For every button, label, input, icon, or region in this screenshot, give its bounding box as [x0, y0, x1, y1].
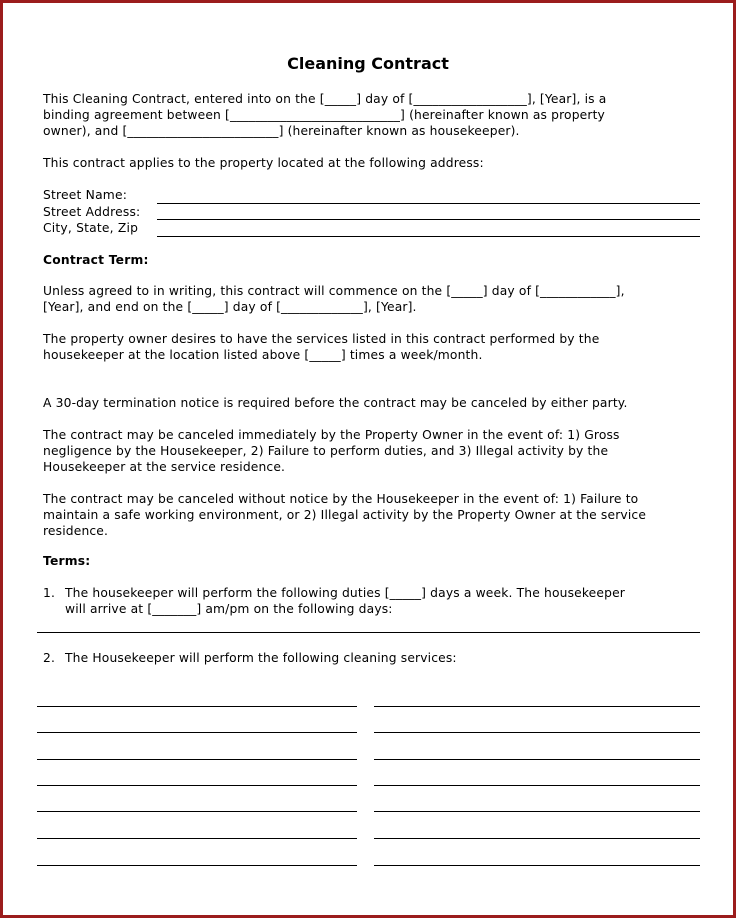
service-line-right[interactable]: [374, 865, 700, 866]
service-line-right[interactable]: [374, 759, 700, 760]
termination-paragraph: [43, 395, 703, 411]
service-line-left[interactable]: [37, 759, 357, 760]
keeper-cancel-line: maintain a safe working environment, or 2) Illegal activity by the Property Owner at the service: [43, 508, 647, 522]
term1-line: will arrive at [_______] am/pm on the following days:: [65, 602, 393, 616]
service-line-left[interactable]: [37, 811, 357, 812]
owner-cancel-line: The contract may be canceled immediately by the Property Owner in the event of: 1) Gross: [43, 428, 620, 442]
intro-line: This Cleaning Contract, entered into on the [_____] day of [__________________], [Year], is a: [43, 92, 607, 106]
term-line: Unless agreed to in writing, this contract will commence on the [_____] day of [____________],: [43, 284, 625, 298]
document-title: Cleaning Contract: [287, 54, 449, 73]
service-line-right[interactable]: [374, 785, 700, 786]
intro-line: owner), and [________________________] (hereinafter known as housekeeper).: [43, 124, 520, 138]
termination-line: A 30-day termination notice is required before the contract may be canceled by either party.: [43, 396, 628, 410]
address-intro: [43, 155, 703, 171]
term1-number: 1.: [43, 586, 56, 600]
city-state-zip-line[interactable]: [157, 236, 700, 237]
owner-cancel-line: Housekeeper at the service residence.: [43, 460, 286, 474]
keeper-cancel-paragraph: [43, 491, 703, 539]
street-name-label: Street Name:: [43, 188, 128, 202]
services-paragraph: [43, 331, 703, 363]
term2-text: The Housekeeper will perform the following cleaning services:: [65, 651, 457, 665]
service-line-right[interactable]: [374, 838, 700, 839]
contract-term-heading: Contract Term:: [43, 253, 149, 267]
term1-text: [65, 585, 625, 617]
address-intro-text: This contract applies to the property located at the following address:: [43, 156, 484, 170]
services-line: housekeeper at the location listed above [_____] times a week/month.: [43, 348, 483, 362]
term1-line: The housekeeper will perform the following duties [_____] days a week. The housekeeper: [65, 586, 625, 600]
services-line: The property owner desires to have the services listed in this contract performed by the: [43, 332, 600, 346]
owner-cancel-line: negligence by the Housekeeper, 2) Failure to perform duties, and 3) Illegal activity by the: [43, 444, 609, 458]
service-line-left[interactable]: [37, 838, 357, 839]
term2-number: 2.: [43, 651, 56, 665]
service-line-right[interactable]: [374, 811, 700, 812]
term-paragraph: [43, 283, 703, 315]
service-line-left[interactable]: [37, 706, 357, 707]
keeper-cancel-line: residence.: [43, 524, 109, 538]
city-state-zip-label: City, State, Zip: [43, 221, 139, 235]
intro-line: binding agreement between [___________________________] (hereinafter known as property: [43, 108, 605, 122]
term1-answer-line[interactable]: [37, 632, 700, 633]
service-line-left[interactable]: [37, 732, 357, 733]
terms-heading: Terms:: [43, 554, 91, 568]
term-line: [Year], and end on the [_____] day of [_____________], [Year].: [43, 300, 417, 314]
keeper-cancel-line: The contract may be canceled without notice by the Housekeeper in the event of: 1) Failure to: [43, 492, 639, 506]
street-address-line[interactable]: [157, 219, 700, 220]
service-line-right[interactable]: [374, 706, 700, 707]
service-line-left[interactable]: [37, 865, 357, 866]
service-line-left[interactable]: [37, 785, 357, 786]
owner-cancel-paragraph: [43, 427, 703, 475]
street-address-label: Street Address:: [43, 205, 141, 219]
service-line-right[interactable]: [374, 732, 700, 733]
intro-paragraph: [43, 91, 703, 139]
street-name-line[interactable]: [157, 203, 700, 204]
